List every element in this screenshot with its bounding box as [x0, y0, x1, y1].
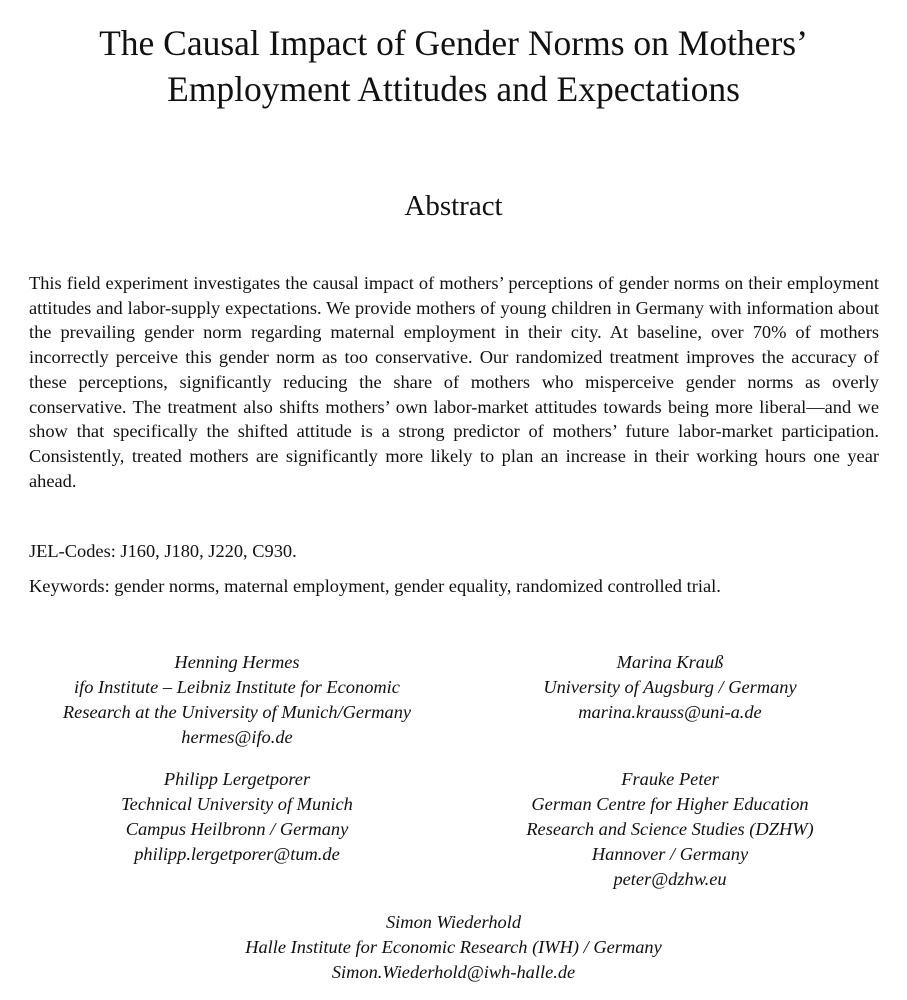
author-block-krauss: [470, 650, 870, 725]
author-affiliation: Technical University of Munich: [121, 794, 353, 814]
paper-title: [0, 20, 907, 112]
author-affiliation: Research and Science Studies (DZHW): [526, 819, 814, 839]
author-block-lergetporer: [0, 767, 474, 867]
abstract-text: This field experiment investigates the causal impact of mothers’ perceptions of gender norms on their employment attitudes and labor-supply expectations. We provide mothers of young children in Germany with information about the prevailing gender norm regarding maternal employment in their city. At baseline, over 70% of mothers incorrectly perceive this gender norm as too conservative. Our randomized treatment improves the accuracy of these perceptions, significantly reducing the share of mothers who misperceive gender norms as overly conservative. The treatment also shifts mothers’ own labor-market attitudes towards being more liberal—and we show that specifically the shifted attitude is a strong predictor of mothers’ future labor-market participation. Consistently, treated mothers are significantly more likely to plan an increase in their working hours one year ahead.: [29, 273, 879, 491]
paper-title-line-1: The Causal Impact of Gender Norms on Mothers’: [99, 23, 808, 63]
author-affiliation: Hannover / Germany: [591, 844, 749, 864]
author-email: peter@dzhw.eu: [613, 869, 727, 889]
author-affiliation: Campus Heilbronn / Germany: [125, 819, 349, 839]
author-email: Simon.Wiederhold@iwh-halle.de: [331, 962, 576, 982]
author-block-hermes: [0, 650, 474, 750]
keywords: Keywords: gender norms, maternal employment, gender equality, randomized controlled trial.: [29, 576, 721, 596]
author-name: Philipp Lergetporer: [163, 769, 311, 789]
author-affiliation: German Centre for Higher Education: [531, 794, 809, 814]
author-block-wiederhold: [0, 910, 907, 985]
author-name: Henning Hermes: [174, 652, 300, 672]
author-name: Simon Wiederhold: [385, 912, 522, 932]
author-affiliation: Research at the University of Munich/Germany: [62, 702, 412, 722]
abstract-heading: Abstract: [404, 190, 503, 222]
paper-title-line-2: Employment Attitudes and Expectations: [167, 69, 740, 109]
author-affiliation: Halle Institute for Economic Research (IWH) / Germany: [245, 937, 662, 957]
author-email: philipp.lergetporer@tum.de: [134, 844, 340, 864]
author-name: Frauke Peter: [621, 769, 719, 789]
author-affiliation: University of Augsburg / Germany: [543, 677, 797, 697]
author-name: Marina Krauß: [616, 652, 724, 672]
jel-codes: JEL-Codes: J160, J180, J220, C930.: [29, 541, 297, 561]
author-email: marina.krauss@uni-a.de: [578, 702, 762, 722]
author-block-peter: [470, 767, 870, 892]
author-affiliation: ifo Institute – Leibniz Institute for Economic: [74, 677, 400, 697]
author-email: hermes@ifo.de: [181, 727, 293, 747]
